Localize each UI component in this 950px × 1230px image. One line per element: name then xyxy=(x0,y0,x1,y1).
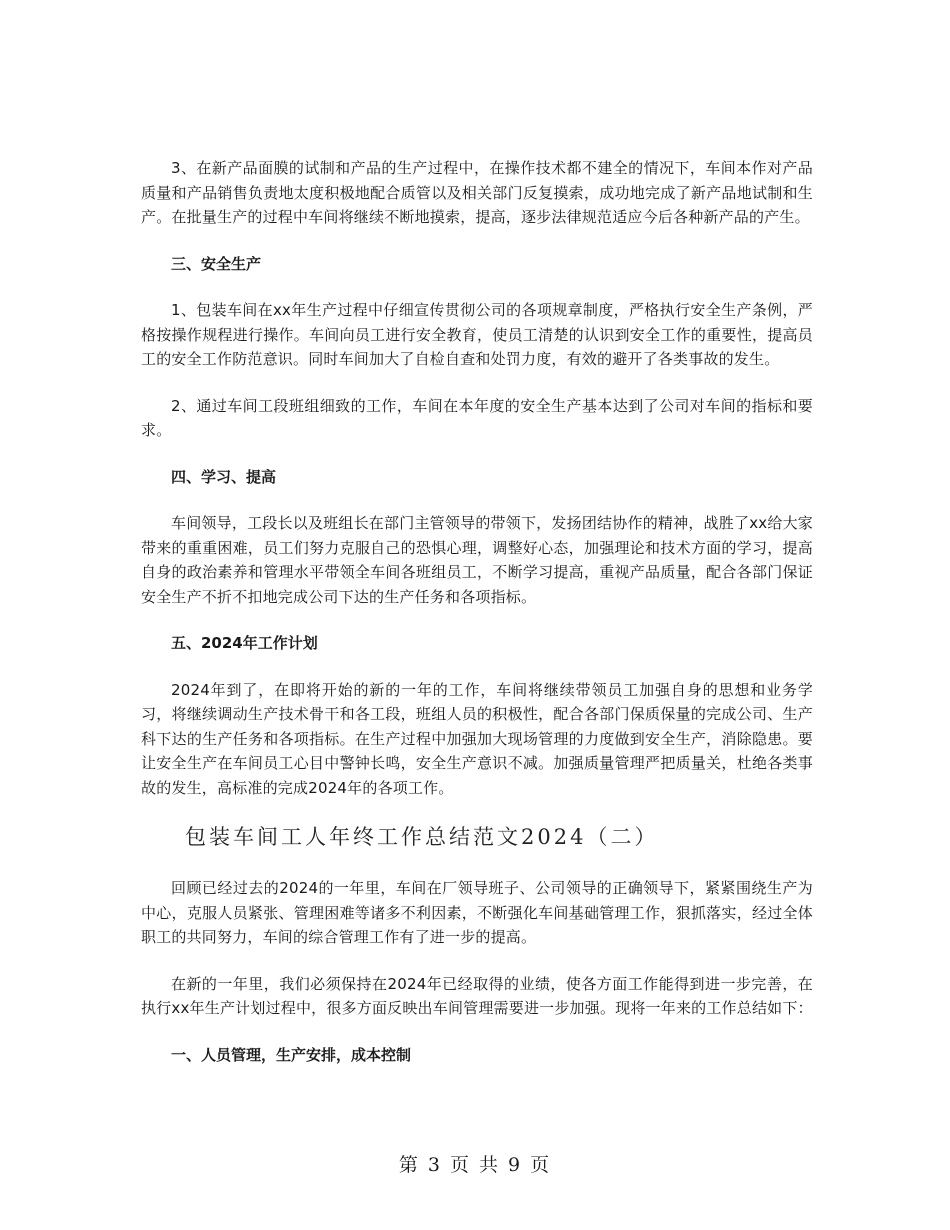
paragraph-work-plan: 2024年到了，在即将开始的新的一年的工作，车间将继续带领员工加强自身的思想和业务学习，将继续调动生产技术骨干和各工段，班组人员的积极性，配合各部门保质保量的完成公司、生产科下达的生产任务和各项指标。在生产过程中加强加大现场管理的力度做到安全生产，消除隐患。要让安全生产在车间员工心目中警钟长鸣，安全生产意识不减。加强质量管理严把质量关，杜绝各类事故的发生，高标准的完成2024年的各项工作。 xyxy=(141,680,813,797)
section-heading-personnel: 一、人员管理，生产安排，成本控制 xyxy=(171,1045,412,1064)
page-footer: 第 3 页 共 9 页 xyxy=(398,1154,552,1176)
section-heading-safety: 三、安全生产 xyxy=(171,254,262,273)
paragraph-safety-targets: 2、通过车间工段班组细致的工作，车间在本年度的安全生产基本达到了公司对车间的指标和要求。 xyxy=(141,396,813,439)
paragraph-safety-rules: 1、包装车间在xx年生产过程中仔细宣传贯彻公司的各项规章制度，严格执行安全生产条例，严格按操作规程进行操作。车间向员工进行安全教育，使员工清楚的认识到安全工作的重要性，提高员工的安全工作防范意识。同时车间加大了自检自查和处罚力度，有效的避开了各类事故的发生。 xyxy=(141,301,813,368)
paragraph-review: 回顾已经过去的2024的一年里，车间在厂领导班子、公司领导的正确领导下，紧紧围绕生产为中心，克服人员紧张、管理困难等诸多不利因素，不断强化车间基础管理工作，狠抓落实，经过全体职工的共同努力，车间的综合管理工作有了进一步的提高。 xyxy=(141,879,813,946)
paragraph-new-product-trial: 3、在新产品面膜的试制和产品的生产过程中，在操作技术都不建全的情况下，车间本作对产品质量和产品销售负责地太度积极地配合质管以及相关部门反复摸索，成功地完成了新产品地试制和生产。在批量生产的过程中车间将继续不断地摸索，提高，逐步法律规范适应今后各种新产品的产生。 xyxy=(141,159,813,226)
document-body xyxy=(141,156,813,1089)
paragraph-new-year: 在新的一年里，我们必须保持在2024年已经取得的业绩，使各方面工作能得到进一步完善，在执行xx年生产计划过程中，很多方面反映出车间管理需要进一步加强。现将一年来的工作总结如下： xyxy=(141,974,813,1017)
section-heading-learning: 四、学习、提高 xyxy=(171,467,277,486)
paragraph-learning: 车间领导，工段长以及班组长在部门主管领导的带领下，发扬团结协作的精神，战胜了xx给大家带来的重重困难，员工们努力克服自己的恐惧心理，调整好心态，加强理论和技术方面的学习，提高自身的政治素养和管理水平带领全车间各班组员工，不断学习提高，重视产品质量，配合各部门保证安全生产不折不扣地完成公司下达的生产任务和各项指标。 xyxy=(141,514,813,606)
section-heading-work-plan: 五、2024年工作计划 xyxy=(171,634,318,652)
document-title: 包装车间工人年终工作总结范文2024（二） xyxy=(185,825,659,849)
